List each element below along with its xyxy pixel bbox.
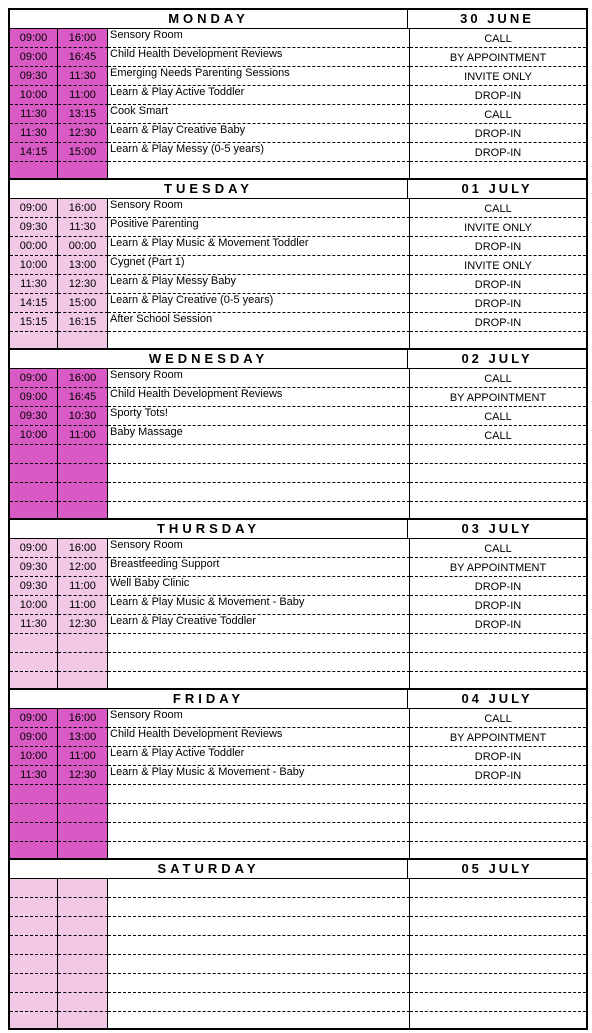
status-cell[interactable]: [410, 936, 586, 955]
table-row: [10, 898, 586, 917]
day-block-monday: [8, 8, 588, 180]
end-time-cell[interactable]: 16:00: [58, 709, 108, 728]
end-time-cell[interactable]: 12:30: [58, 615, 108, 634]
table-row: [10, 917, 586, 936]
end-time-cell[interactable]: 11:00: [58, 747, 108, 766]
status-cell[interactable]: BY APPOINTMENT: [410, 728, 586, 747]
start-time-cell[interactable]: 09:00: [10, 388, 58, 407]
table-row: [10, 256, 586, 275]
activity-cell[interactable]: [108, 974, 410, 993]
end-time-cell[interactable]: 11:30: [58, 67, 108, 86]
end-time-cell[interactable]: 11:30: [58, 218, 108, 237]
start-time-cell[interactable]: 09:30: [10, 67, 58, 86]
status-cell[interactable]: [410, 898, 586, 917]
start-time-cell[interactable]: 09:00: [10, 709, 58, 728]
status-cell[interactable]: DROP-IN: [410, 275, 586, 294]
status-cell[interactable]: CALL: [410, 29, 586, 48]
activity-cell[interactable]: Sporty Tots!: [108, 407, 410, 426]
day-date[interactable]: 02 JULY: [461, 351, 533, 366]
status-cell[interactable]: DROP-IN: [410, 143, 586, 162]
end-time-cell[interactable]: 16:00: [58, 369, 108, 388]
activity-cell[interactable]: Learn & Play Creative Toddler: [108, 615, 410, 634]
status-cell[interactable]: [410, 804, 586, 823]
activity-cell[interactable]: Learn & Play Creative Baby: [108, 124, 410, 143]
activity-cell[interactable]: Sensory Room: [108, 369, 410, 388]
activity-cell[interactable]: Sensory Room: [108, 29, 410, 48]
status-cell[interactable]: [410, 445, 586, 464]
status-cell[interactable]: CALL: [410, 369, 586, 388]
table-row: [10, 407, 586, 426]
start-time-cell[interactable]: 09:00: [10, 539, 58, 558]
day-name[interactable]: TUESDAY: [10, 180, 408, 198]
start-time-cell[interactable]: 10:00: [10, 596, 58, 615]
day-date[interactable]: 05 JULY: [461, 861, 533, 876]
status-cell[interactable]: [410, 917, 586, 936]
table-row: [10, 29, 586, 48]
status-cell[interactable]: DROP-IN: [410, 124, 586, 143]
activity-cell[interactable]: Learn & Play Music & Movement - Baby: [108, 766, 410, 785]
activity-cell[interactable]: [108, 804, 410, 823]
activity-cell[interactable]: Breastfeeding Support: [108, 558, 410, 577]
status-cell[interactable]: DROP-IN: [410, 313, 586, 332]
start-time-cell[interactable]: 10:00: [10, 256, 58, 275]
start-time-cell[interactable]: 09:30: [10, 218, 58, 237]
activity-cell[interactable]: [108, 464, 410, 483]
activity-cell[interactable]: Learn & Play Active Toddler: [108, 747, 410, 766]
end-time-cell[interactable]: 11:00: [58, 596, 108, 615]
status-cell[interactable]: DROP-IN: [410, 237, 586, 256]
day-header: [10, 180, 586, 199]
start-time-cell[interactable]: 09:30: [10, 558, 58, 577]
end-time-cell[interactable]: 10:30: [58, 407, 108, 426]
activity-cell[interactable]: [108, 1012, 410, 1030]
status-cell[interactable]: CALL: [410, 426, 586, 445]
start-time-cell[interactable]: 09:00: [10, 48, 58, 67]
end-time-cell[interactable]: 11:00: [58, 426, 108, 445]
table-row: [10, 143, 586, 162]
end-time-cell[interactable]: 16:00: [58, 539, 108, 558]
end-time-cell[interactable]: 13:00: [58, 256, 108, 275]
activity-cell[interactable]: [108, 653, 410, 672]
start-time-cell[interactable]: 11:30: [10, 615, 58, 634]
status-cell[interactable]: [410, 974, 586, 993]
table-row: [10, 747, 586, 766]
status-cell[interactable]: INVITE ONLY: [410, 67, 586, 86]
activity-cell[interactable]: Learn & Play Messy (0-5 years): [108, 143, 410, 162]
activity-cell[interactable]: After School Session: [108, 313, 410, 332]
table-row: [10, 709, 586, 728]
end-time-cell[interactable]: 16:45: [58, 388, 108, 407]
table-row: [10, 48, 586, 67]
status-cell[interactable]: DROP-IN: [410, 596, 586, 615]
start-time-cell[interactable]: 10:00: [10, 747, 58, 766]
day-block-saturday: [8, 858, 588, 1030]
end-time-cell[interactable]: 12:30: [58, 275, 108, 294]
status-cell[interactable]: DROP-IN: [410, 766, 586, 785]
start-time-cell[interactable]: [10, 653, 58, 672]
start-time-cell[interactable]: 11:30: [10, 124, 58, 143]
start-time-cell[interactable]: [10, 917, 58, 936]
activity-cell[interactable]: Baby Massage: [108, 426, 410, 445]
activity-cell[interactable]: Learn & Play Creative (0-5 years): [108, 294, 410, 313]
end-time-cell[interactable]: 12:30: [58, 766, 108, 785]
start-time-cell[interactable]: 11:30: [10, 105, 58, 124]
activity-cell[interactable]: Learn & Play Music & Movement Toddler: [108, 237, 410, 256]
end-time-cell[interactable]: 16:00: [58, 29, 108, 48]
table-row: [10, 539, 586, 558]
table-row: [10, 653, 586, 672]
day-name[interactable]: MONDAY: [10, 10, 408, 28]
start-time-cell[interactable]: 10:00: [10, 426, 58, 445]
end-time-cell[interactable]: 12:30: [58, 124, 108, 143]
start-time-cell[interactable]: 15:15: [10, 313, 58, 332]
status-cell[interactable]: [410, 879, 586, 898]
start-time-cell[interactable]: 00:00: [10, 237, 58, 256]
end-time-cell[interactable]: 11:00: [58, 577, 108, 596]
table-row: [10, 823, 586, 842]
activity-cell[interactable]: [108, 993, 410, 1012]
table-row: [10, 199, 586, 218]
end-time-cell[interactable]: [58, 936, 108, 955]
day-block-tuesday: [8, 178, 588, 350]
end-time-cell[interactable]: [58, 898, 108, 917]
start-time-cell[interactable]: 10:00: [10, 86, 58, 105]
end-time-cell[interactable]: 12:00: [58, 558, 108, 577]
status-cell[interactable]: [410, 1012, 586, 1030]
status-cell[interactable]: DROP-IN: [410, 86, 586, 105]
end-time-cell[interactable]: [58, 955, 108, 974]
status-cell[interactable]: CALL: [410, 199, 586, 218]
start-time-cell[interactable]: [10, 879, 58, 898]
start-time-cell[interactable]: [10, 483, 58, 502]
start-time-cell[interactable]: [10, 464, 58, 483]
table-row: [10, 218, 586, 237]
table-row: [10, 577, 586, 596]
status-cell[interactable]: [410, 823, 586, 842]
day-header: [10, 10, 586, 29]
table-row: [10, 596, 586, 615]
end-time-cell[interactable]: [58, 445, 108, 464]
end-time-cell[interactable]: 16:45: [58, 48, 108, 67]
start-time-cell[interactable]: 09:00: [10, 29, 58, 48]
table-row: [10, 124, 586, 143]
day-name[interactable]: THURSDAY: [10, 520, 408, 538]
end-time-cell[interactable]: [58, 804, 108, 823]
end-time-cell[interactable]: [58, 653, 108, 672]
activity-cell[interactable]: [108, 898, 410, 917]
end-time-cell[interactable]: [58, 879, 108, 898]
status-cell[interactable]: INVITE ONLY: [410, 218, 586, 237]
day-header: [10, 690, 586, 709]
table-row: [10, 86, 586, 105]
day-name[interactable]: SATURDAY: [10, 860, 408, 878]
start-time-cell[interactable]: 11:30: [10, 275, 58, 294]
end-time-cell[interactable]: 15:00: [58, 143, 108, 162]
table-row: [10, 67, 586, 86]
activity-cell[interactable]: [108, 955, 410, 974]
start-time-cell[interactable]: [10, 785, 58, 804]
status-cell[interactable]: [410, 785, 586, 804]
table-row: [10, 955, 586, 974]
status-cell[interactable]: DROP-IN: [410, 615, 586, 634]
table-row: [10, 785, 586, 804]
status-cell[interactable]: DROP-IN: [410, 294, 586, 313]
end-time-cell[interactable]: [58, 464, 108, 483]
start-time-cell[interactable]: 09:00: [10, 199, 58, 218]
start-time-cell[interactable]: [10, 974, 58, 993]
day-date[interactable]: 01 JULY: [461, 181, 533, 196]
table-row: [10, 993, 586, 1012]
start-time-cell[interactable]: [10, 898, 58, 917]
table-row: [10, 369, 586, 388]
day-name[interactable]: WEDNESDAY: [10, 350, 408, 368]
status-cell[interactable]: [410, 634, 586, 653]
table-row: [10, 388, 586, 407]
start-time-cell[interactable]: 14:15: [10, 294, 58, 313]
table-row: [10, 294, 586, 313]
status-cell[interactable]: [410, 653, 586, 672]
activity-cell[interactable]: [108, 785, 410, 804]
day-date[interactable]: 30 JUNE: [460, 11, 534, 26]
table-row: [10, 804, 586, 823]
table-row: [10, 766, 586, 785]
table-row: [10, 1012, 586, 1030]
end-time-cell[interactable]: [58, 974, 108, 993]
end-time-cell[interactable]: [58, 823, 108, 842]
status-cell[interactable]: CALL: [410, 105, 586, 124]
end-time-cell[interactable]: 11:00: [58, 86, 108, 105]
activity-cell[interactable]: Child Health Development Reviews: [108, 728, 410, 747]
end-time-cell[interactable]: [58, 483, 108, 502]
table-row: [10, 464, 586, 483]
start-time-cell[interactable]: [10, 445, 58, 464]
activity-cell[interactable]: Cook Smart: [108, 105, 410, 124]
table-row: [10, 237, 586, 256]
start-time-cell[interactable]: [10, 993, 58, 1012]
table-row: [10, 558, 586, 577]
status-cell[interactable]: DROP-IN: [410, 577, 586, 596]
activity-cell[interactable]: Cygnet (Part 1): [108, 256, 410, 275]
status-cell[interactable]: INVITE ONLY: [410, 256, 586, 275]
start-time-cell[interactable]: [10, 1012, 58, 1030]
start-time-cell[interactable]: 09:00: [10, 728, 58, 747]
table-row: [10, 728, 586, 747]
end-time-cell[interactable]: 13:15: [58, 105, 108, 124]
status-cell[interactable]: BY APPOINTMENT: [410, 48, 586, 67]
day-block-wednesday: [8, 348, 588, 520]
activity-cell[interactable]: Learn & Play Messy Baby: [108, 275, 410, 294]
day-block-thursday: [8, 518, 588, 690]
end-time-cell[interactable]: 15:00: [58, 294, 108, 313]
end-time-cell[interactable]: 13:00: [58, 728, 108, 747]
activity-cell[interactable]: [108, 634, 410, 653]
activity-cell[interactable]: Sensory Room: [108, 709, 410, 728]
day-name[interactable]: FRIDAY: [10, 690, 408, 708]
table-row: [10, 483, 586, 502]
table-row: [10, 936, 586, 955]
start-time-cell[interactable]: 09:00: [10, 369, 58, 388]
table-row: [10, 313, 586, 332]
table-row: [10, 275, 586, 294]
table-row: [10, 105, 586, 124]
table-row: [10, 879, 586, 898]
activity-cell[interactable]: [108, 917, 410, 936]
table-row: [10, 974, 586, 993]
status-cell[interactable]: DROP-IN: [410, 747, 586, 766]
activity-cell[interactable]: Learn & Play Music & Movement - Baby: [108, 596, 410, 615]
day-date[interactable]: 03 JULY: [461, 521, 533, 536]
activity-cell[interactable]: Child Health Development Reviews: [108, 48, 410, 67]
day-header: [10, 520, 586, 539]
end-time-cell[interactable]: [58, 785, 108, 804]
status-cell[interactable]: CALL: [410, 539, 586, 558]
table-row: [10, 445, 586, 464]
activity-cell[interactable]: [108, 879, 410, 898]
activity-cell[interactable]: Child Health Development Reviews: [108, 388, 410, 407]
end-time-cell[interactable]: 16:15: [58, 313, 108, 332]
status-cell[interactable]: [410, 993, 586, 1012]
activity-cell[interactable]: Sensory Room: [108, 199, 410, 218]
status-cell[interactable]: BY APPOINTMENT: [410, 558, 586, 577]
status-cell[interactable]: BY APPOINTMENT: [410, 388, 586, 407]
start-time-cell[interactable]: [10, 936, 58, 955]
start-time-cell[interactable]: [10, 634, 58, 653]
activity-cell[interactable]: Emerging Needs Parenting Sessions: [108, 67, 410, 86]
activity-cell[interactable]: Learn & Play Active Toddler: [108, 86, 410, 105]
start-time-cell[interactable]: 14:15: [10, 143, 58, 162]
table-row: [10, 426, 586, 445]
end-time-cell[interactable]: [58, 917, 108, 936]
activity-cell[interactable]: Well Baby Clinic: [108, 577, 410, 596]
day-date[interactable]: 04 JULY: [461, 691, 533, 706]
end-time-cell[interactable]: 16:00: [58, 199, 108, 218]
status-cell[interactable]: CALL: [410, 709, 586, 728]
start-time-cell[interactable]: [10, 955, 58, 974]
end-time-cell[interactable]: [58, 1012, 108, 1030]
activity-cell[interactable]: [108, 445, 410, 464]
activity-cell[interactable]: Positive Parenting: [108, 218, 410, 237]
end-time-cell[interactable]: 00:00: [58, 237, 108, 256]
day-header: [10, 860, 586, 879]
start-time-cell[interactable]: 09:30: [10, 577, 58, 596]
start-time-cell[interactable]: 11:30: [10, 766, 58, 785]
day-header: [10, 350, 586, 369]
status-cell[interactable]: [410, 464, 586, 483]
end-time-cell[interactable]: [58, 993, 108, 1012]
start-time-cell[interactable]: [10, 804, 58, 823]
activity-cell[interactable]: [108, 936, 410, 955]
status-cell[interactable]: [410, 955, 586, 974]
table-row: [10, 634, 586, 653]
day-block-friday: [8, 688, 588, 860]
status-cell[interactable]: [410, 483, 586, 502]
start-time-cell[interactable]: [10, 823, 58, 842]
start-time-cell[interactable]: 09:30: [10, 407, 58, 426]
activity-cell[interactable]: [108, 483, 410, 502]
activity-cell[interactable]: [108, 823, 410, 842]
status-cell[interactable]: CALL: [410, 407, 586, 426]
end-time-cell[interactable]: [58, 634, 108, 653]
table-row: [10, 615, 586, 634]
activity-cell[interactable]: Sensory Room: [108, 539, 410, 558]
